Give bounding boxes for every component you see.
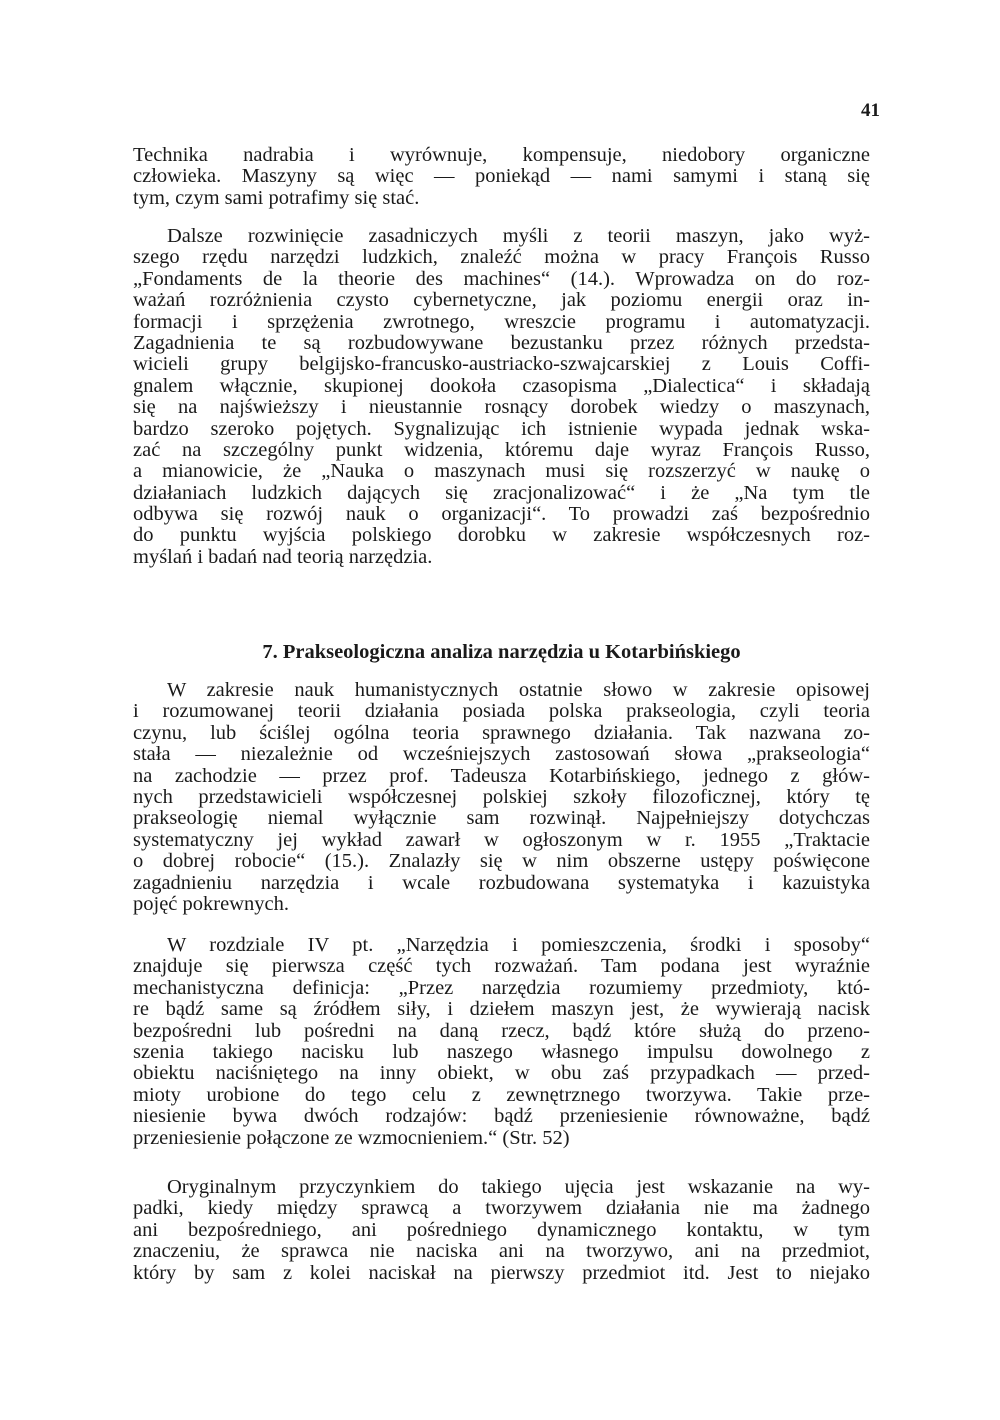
text-line: obiektu naciśniętego na inny obiekt, w obu zaś przypadkach — przed-	[133, 1062, 870, 1085]
text-line: znaczeniu, że sprawca nie naciska ani na tworzywo, ani na przedmiot,	[133, 1240, 870, 1263]
text-line: zagadnieniu narzędzia i wcale rozbudowana systematyka i kazuistyka	[133, 871, 870, 894]
text-line: Dalsze rozwinięcie zasadniczych myśli z teorii maszyn, jako wyż-	[167, 225, 870, 247]
text-line: nych przedstawicieli współczesnej polskiej szkoły filozoficznej, który tę	[133, 785, 870, 808]
text-line: odbywa się rozwój nauk o organizacji“. To prowadzi zaś bezpośrednio	[133, 503, 870, 526]
text-line: szego rzędu narzędzi ludzkich, znaleźć można w pracy François Russo	[133, 246, 870, 269]
text-line: mioty urobione do tego celu z zewnętrznego tworzywa. Takie prze-	[133, 1083, 870, 1106]
text-line: działaniach ludzkich dających się zracjonalizować“ i że „Na tym tle	[133, 481, 870, 504]
text-line: stała — niezależnie od wcześniejszych zastosowań słowa „prakseologia“	[133, 743, 870, 766]
text-line: W rozdziale IV pt. „Narzędzia i pomieszczenia, środki i sposoby“	[167, 934, 870, 956]
text-line: systematyczny jej wykład zawarł w ogłoszonym w r. 1955 „Traktacie	[133, 828, 870, 851]
text-line: formacji i sprzężenia zwrotnego, wreszcie programu i automatyzacji.	[133, 310, 870, 333]
page-number: 41	[861, 100, 880, 121]
text-line: do punktu wyjścia polskiego dorobku w zakresie współczesnych roz-	[133, 524, 870, 547]
text-line: Zagadnienia te są rozbudowywane bezustanku przez różnych przedsta-	[133, 331, 870, 354]
text-line: niesienie bywa dwóch rodzajów: bądź przeniesienie równoważne, bądź	[133, 1105, 870, 1128]
text-line: tym, czym sami potrafimy się stać.	[133, 186, 420, 209]
text-line: czynu, lub ściślej ogólna teoria sprawnego działania. Tak nazwana zo-	[133, 721, 870, 744]
text-line: który by sam z kolei naciskał na pierwszy przedmiot itd. Jest to niejako	[133, 1261, 870, 1284]
text-line: pojęć pokrewnych.	[133, 892, 289, 915]
text-line: bezpośredni lub pośredni na daną rzecz, bądź które służą do przeno-	[133, 1019, 870, 1042]
text-line: gnalem włącznie, skupionej dookoła czasopisma „Dialectica“ i składają	[133, 374, 870, 397]
text-line: Oryginalnym przyczynkiem do takiego ujęcia jest wskazanie na wy-	[167, 1176, 870, 1198]
paragraph-4	[133, 935, 870, 1149]
text-line: re bądź same są źródłem siły, i dziełem maszyn jest, że wywierają nacisk	[133, 998, 870, 1021]
text-line: znajduje się pierwsza część tych rozważań. Tam podana jest wyraźnie	[133, 955, 870, 978]
text-line: człowieka. Maszyny są więc — poniekąd — nami samymi i staną się	[133, 165, 870, 188]
text-line: się na najświeższy i nieustannie rosnący dorobek wiedzy o maszynach,	[133, 396, 870, 419]
text-line: na zachodzie — przez prof. Tadeusza Kotarbińskiego, jednego z głów-	[133, 764, 870, 787]
paragraph-3	[133, 680, 870, 915]
text-line: W zakresie nauk humanistycznych ostatnie słowo w zakresie opisowej	[167, 679, 870, 701]
text-line: wicieli grupy belgijsko-francusko-austriacko-szwajcarskiej z Louis Coffi-	[133, 353, 870, 376]
text-line: szenia takiego nacisku lub naszego własnego impulsu dowolnego z	[133, 1040, 870, 1063]
text-line: mechanistyczna definicja: „Przez narzędzia rozumiemy przedmioty, któ-	[133, 976, 870, 999]
text-line: prakseologię niemal wyłącznie sam rozwinął. Najpełniejszy dotychczas	[133, 807, 870, 830]
paragraph-5	[133, 1177, 870, 1284]
text-line: myślań i badań nad teorią narzędzia.	[133, 545, 433, 568]
text-line: ani bezpośredniego, ani pośredniego dynamicznego kontaktu, w tym	[133, 1218, 870, 1241]
section-heading: 7. Prakseologiczna analiza narzędzia u Kotarbińskiego	[262, 641, 741, 663]
text-line: padki, kiedy między sprawcą a tworzywem działania nie ma żadnego	[133, 1197, 870, 1220]
text-line: ważań rozróżnienia czysto cybernetyczne, jak poziomu energii oraz in-	[133, 289, 870, 312]
text-line: bardzo szeroko pojętych. Sygnalizując ich istnienie wypada jednak wska-	[133, 417, 870, 440]
text-line: „Fondaments de la theorie des machines“ (14.). Wprowadza on do roz-	[133, 267, 870, 290]
text-line: i rozumowanej teorii działania posiada polska prakseologia, czyli teoria	[133, 700, 870, 723]
paragraph-2	[133, 226, 870, 568]
text-line: Technika nadrabia i wyrównuje, kompensuje, niedobory organiczne	[133, 144, 870, 166]
text-line: zać na szczególny punkt widzenia, któremu daje wyraz François Russo,	[133, 438, 870, 461]
paragraph-1	[133, 145, 870, 209]
text-line: przeniesienie połączone ze wzmocnieniem.“ (Str. 52)	[133, 1126, 570, 1149]
text-line: o dobrej robocie“ (15.). Znalazły się w nim obszerne ustępy poświęcone	[133, 850, 870, 873]
text-line: a mianowicie, że „Nauka o maszynach musi się rozszerzyć w naukę o	[133, 460, 870, 483]
